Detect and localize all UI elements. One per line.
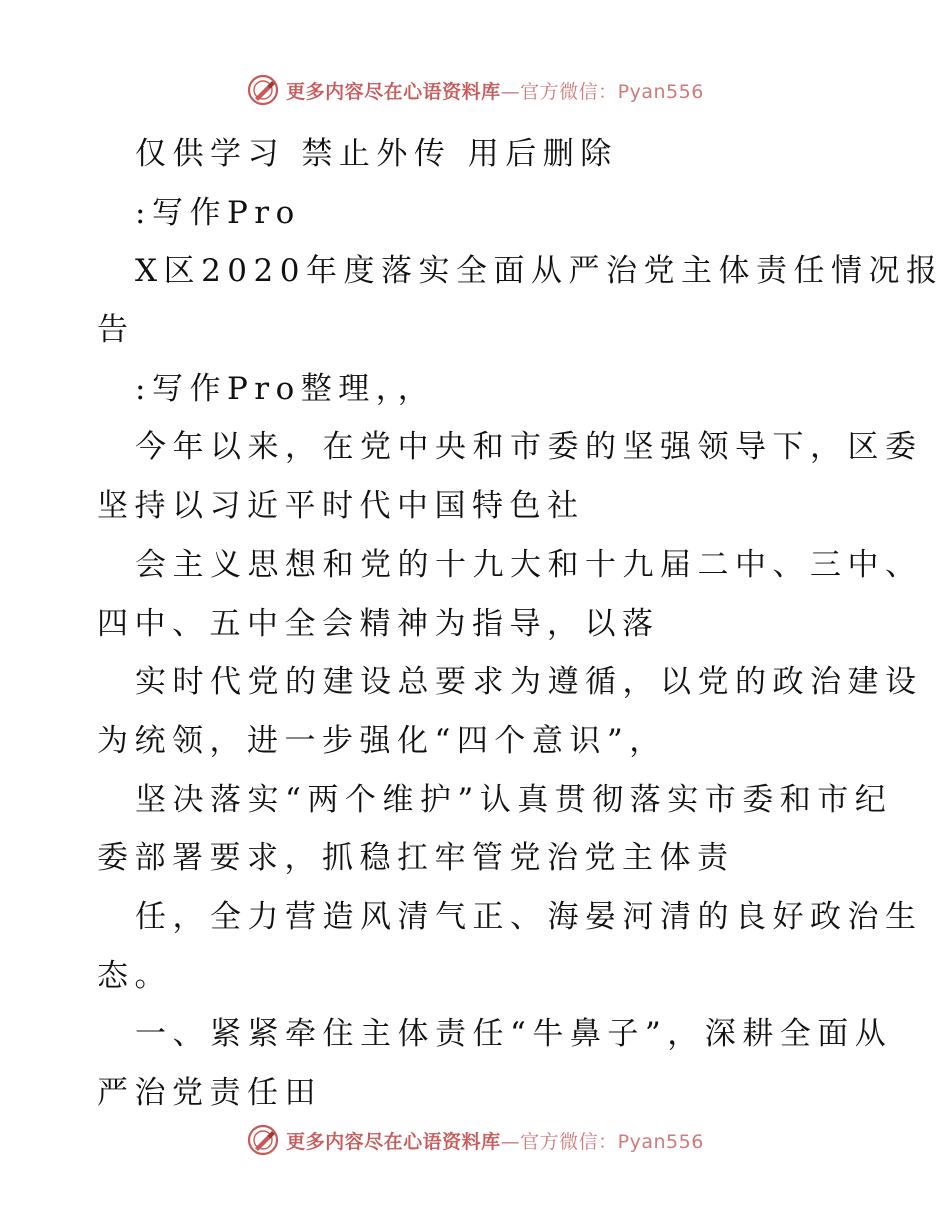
- document-line: 今年以来，在党中央和市委的坚强领导下，区委: [135, 429, 923, 466]
- pen-seal-logo-icon: [246, 1123, 280, 1157]
- document-line: 坚决落实“两个维护”认真贯彻落实市委和市纪: [135, 781, 893, 818]
- document-line: :写作Pro: [135, 194, 301, 231]
- document-line: 仅供学习 禁止外传 用后删除: [135, 136, 618, 172]
- watermark-text: 更多内容尽在心语资料库—官方微信：Pyan556: [286, 80, 704, 103]
- document-line: 委部署要求，抓稳扛牢管党治党主体责: [97, 840, 735, 877]
- document-line: X区2020年度落实全面从严治党主体责任情况报: [135, 253, 944, 290]
- document-line: 态。: [97, 957, 172, 994]
- document-line: 实时代党的建设总要求为遵循，以党的政治建设: [135, 664, 923, 701]
- document-line: 一、紧紧牵住主体责任“牛鼻子”，深耕全面从: [135, 1016, 893, 1053]
- header-watermark: [0, 70, 950, 110]
- document-line: 告: [97, 312, 135, 349]
- watermark-text: 更多内容尽在心语资料库—官方微信：Pyan556: [286, 1130, 704, 1153]
- document-line: 四中、五中全会精神为指导，以落: [97, 605, 660, 642]
- document-line: 严治党责任田: [97, 1075, 322, 1111]
- document-line: 任，全力营造风清气正、海晏河清的良好政治生: [135, 898, 923, 935]
- document-body: [97, 125, 944, 1123]
- document-line: 坚持以习近平时代中国特色社: [97, 488, 585, 525]
- document-line: 为统领，进一步强化“四个意识”，: [97, 722, 667, 759]
- document-line: :写作Pro整理，，: [135, 370, 436, 407]
- footer-watermark: [0, 1120, 950, 1160]
- pen-seal-logo-icon: [246, 73, 280, 107]
- document-line: 会主义思想和党的十九大和十九届二中、三中、: [135, 546, 923, 583]
